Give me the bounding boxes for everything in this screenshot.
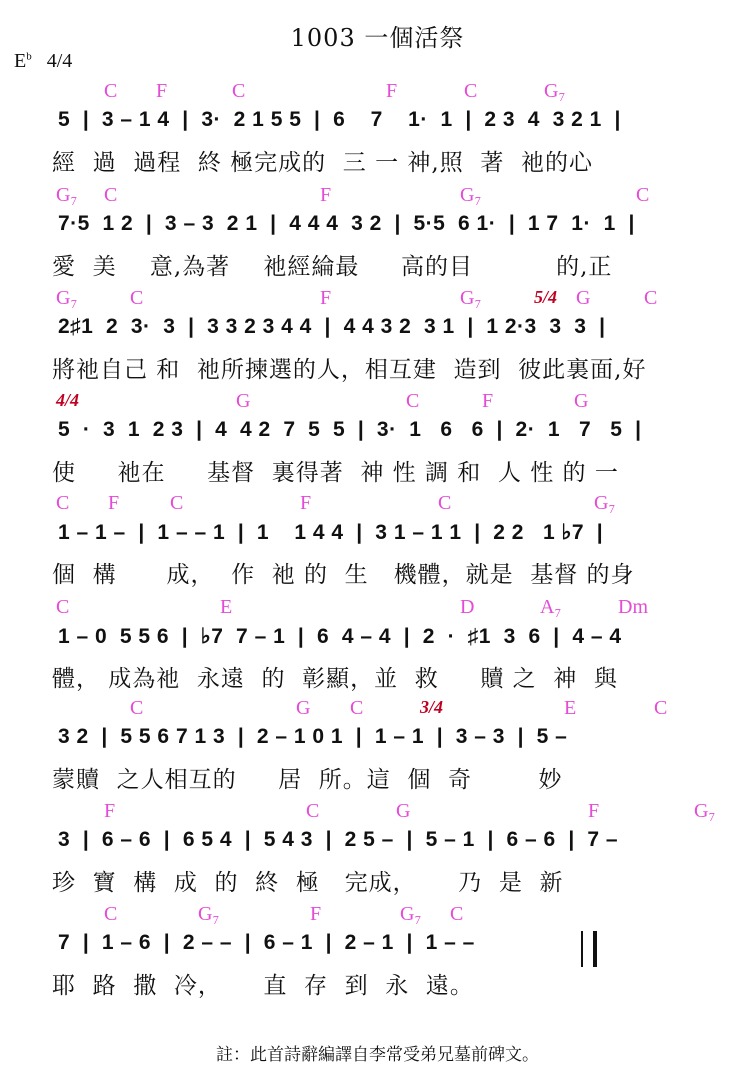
chord: C [406,390,420,412]
chord: G₇ [400,903,422,925]
time-signature: 4/4 [46,50,73,72]
footnote: 註：此首詩辭編譯自李常受弟兄墓前碑文。 [216,1045,539,1065]
music-system-1 [48,80,748,184]
music-system-7 [48,697,748,801]
chord-row [48,287,748,313]
chord: G [296,697,311,719]
chord: C [56,596,70,618]
chord: F [386,80,398,102]
notation-line: 7·5 1 2 | 3 – 3 2 1 | 4 4 4 3 2 | 5·5 6 1· | 1 7 1· 1 | [58,212,635,235]
chord: C [104,184,118,206]
chord: E [220,596,233,618]
chord: G₇ [460,287,482,309]
key-accidental: b [26,50,32,63]
lyrics-line: 愛 美 意,為著 祂經綸最 高的目 的,正 [52,254,613,280]
time-change: 4/4 [56,390,80,410]
chord: F [320,287,332,309]
chord: F [108,492,120,514]
chord: C [104,80,118,102]
chord: C [170,492,184,514]
chord: C [130,697,144,719]
chord: C [130,287,144,309]
notation-line: 1 – 1 – | 1 – – 1 | 1 1 4 4 | 3 1 – 1 1 | 2 2 1 ♭7 | [58,521,604,544]
chord: F [104,800,116,822]
notation-line: 7 | 1 – 6 | 2 – – | 6 – 1 | 2 – 1 | 1 – – [58,931,475,954]
chord: F [300,492,312,514]
chord: G₇ [198,903,220,925]
chord: E [564,697,577,719]
music-system-2 [48,184,748,288]
lyrics-line: 使 祂在 基督 裏得著 神 性 調 和 人 性 的 一 [52,460,619,486]
chord: C [636,184,650,206]
chord: C [654,697,668,719]
final-barline [581,931,597,967]
notation-line: 1 – 0 5 5 6 | ♭7 7 – 1 | 6 4 – 4 | 2 · ♯1 3 6 | 4 – 4 [58,625,622,648]
chord: G₇ [56,184,78,206]
chord: C [104,903,118,925]
music-system-3 [48,287,748,391]
chord: G₇ [544,80,566,102]
notation-line: 2♯1 2 3· 3 | 3 3 2 3 4 4 | 4 4 3 2 3 1 | 1 2·3 3 3 | [58,315,606,338]
music-system-8 [48,800,748,904]
key-name: E [14,50,27,72]
chord: D [460,596,475,618]
chord: C [306,800,320,822]
chord: F [320,184,332,206]
notation-line: 5 | 3 – 1 4 | 3· 2 1 5 5 | 6 7 1· 1 | 2 3 4 3 2 1 | [58,108,621,131]
lyrics-line: 將祂自己 和 祂所揀選的人，相互建 造到 彼此裏面,好 [52,357,647,383]
chord: C [450,903,464,925]
chord-row [48,903,748,929]
chord: G [574,390,589,412]
chord-row [48,697,748,723]
music-system-4 [48,390,748,494]
music-system-6 [48,596,748,700]
hymn-title: 1003 一個活祭 [290,24,465,52]
chord-row [48,184,748,210]
chord-row [48,492,748,518]
music-system-9 [48,903,748,1007]
notation-line: 5 · 3 1 2 3 | 4 4 2 7 5 5 | 3· 1 6 6 | 2· 1 7 5 | [58,418,642,441]
lyrics-line: 珍 寶 構 成 的 終 極 完成， 乃 是 新 [52,870,564,896]
chord: F [588,800,600,822]
chord: C [232,80,246,102]
chord: G₇ [594,492,616,514]
lyrics-line: 蒙贖 之人相互的 居 所。這 個 奇 妙 [52,767,563,793]
lyrics-line: 個 構 成， 作 祂 的 生 機體，就是 基督 的身 [52,562,635,588]
chord: F [310,903,322,925]
chord: F [482,390,494,412]
chord: C [464,80,478,102]
chord: G₇ [56,287,78,309]
lyrics-line: 經 過 過程 終 極完成的 三 一 神,照 著 祂的心 [52,150,593,176]
chord: A₇ [540,596,562,618]
chord: G₇ [694,800,716,822]
chord: G [396,800,411,822]
chord-row [48,390,748,416]
notation-line: 3 | 6 – 6 | 6 5 4 | 5 4 3 | 2 5 – | 5 – 1 | 6 – 6 | 7 – [58,828,619,851]
time-change: 5/4 [534,287,558,307]
chord: F [156,80,168,102]
chord: C [350,697,364,719]
chord: G [576,287,591,309]
chord-row [48,596,748,622]
lyrics-line: 耶 路 撒 冷， 直 存 到 永 遠。 [52,973,474,999]
key-signature [14,50,72,73]
chord: G [236,390,251,412]
time-change: 3/4 [420,697,444,717]
chord: C [644,287,658,309]
chord: G₇ [460,184,482,206]
chord: C [56,492,70,514]
chord-row [48,800,748,826]
lyrics-line: 體， 成為祂 永遠 的 彰顯，並 救 贖 之 神 與 [52,666,618,692]
music-system-5 [48,492,748,596]
chord: Dm [618,596,648,618]
chord: C [438,492,452,514]
notation-line: 3 2 | 5 5 6 7 1 3 | 2 – 1 0 1 | 1 – 1 | 3 – 3 | 5 – [58,725,568,748]
chord-row [48,80,748,106]
